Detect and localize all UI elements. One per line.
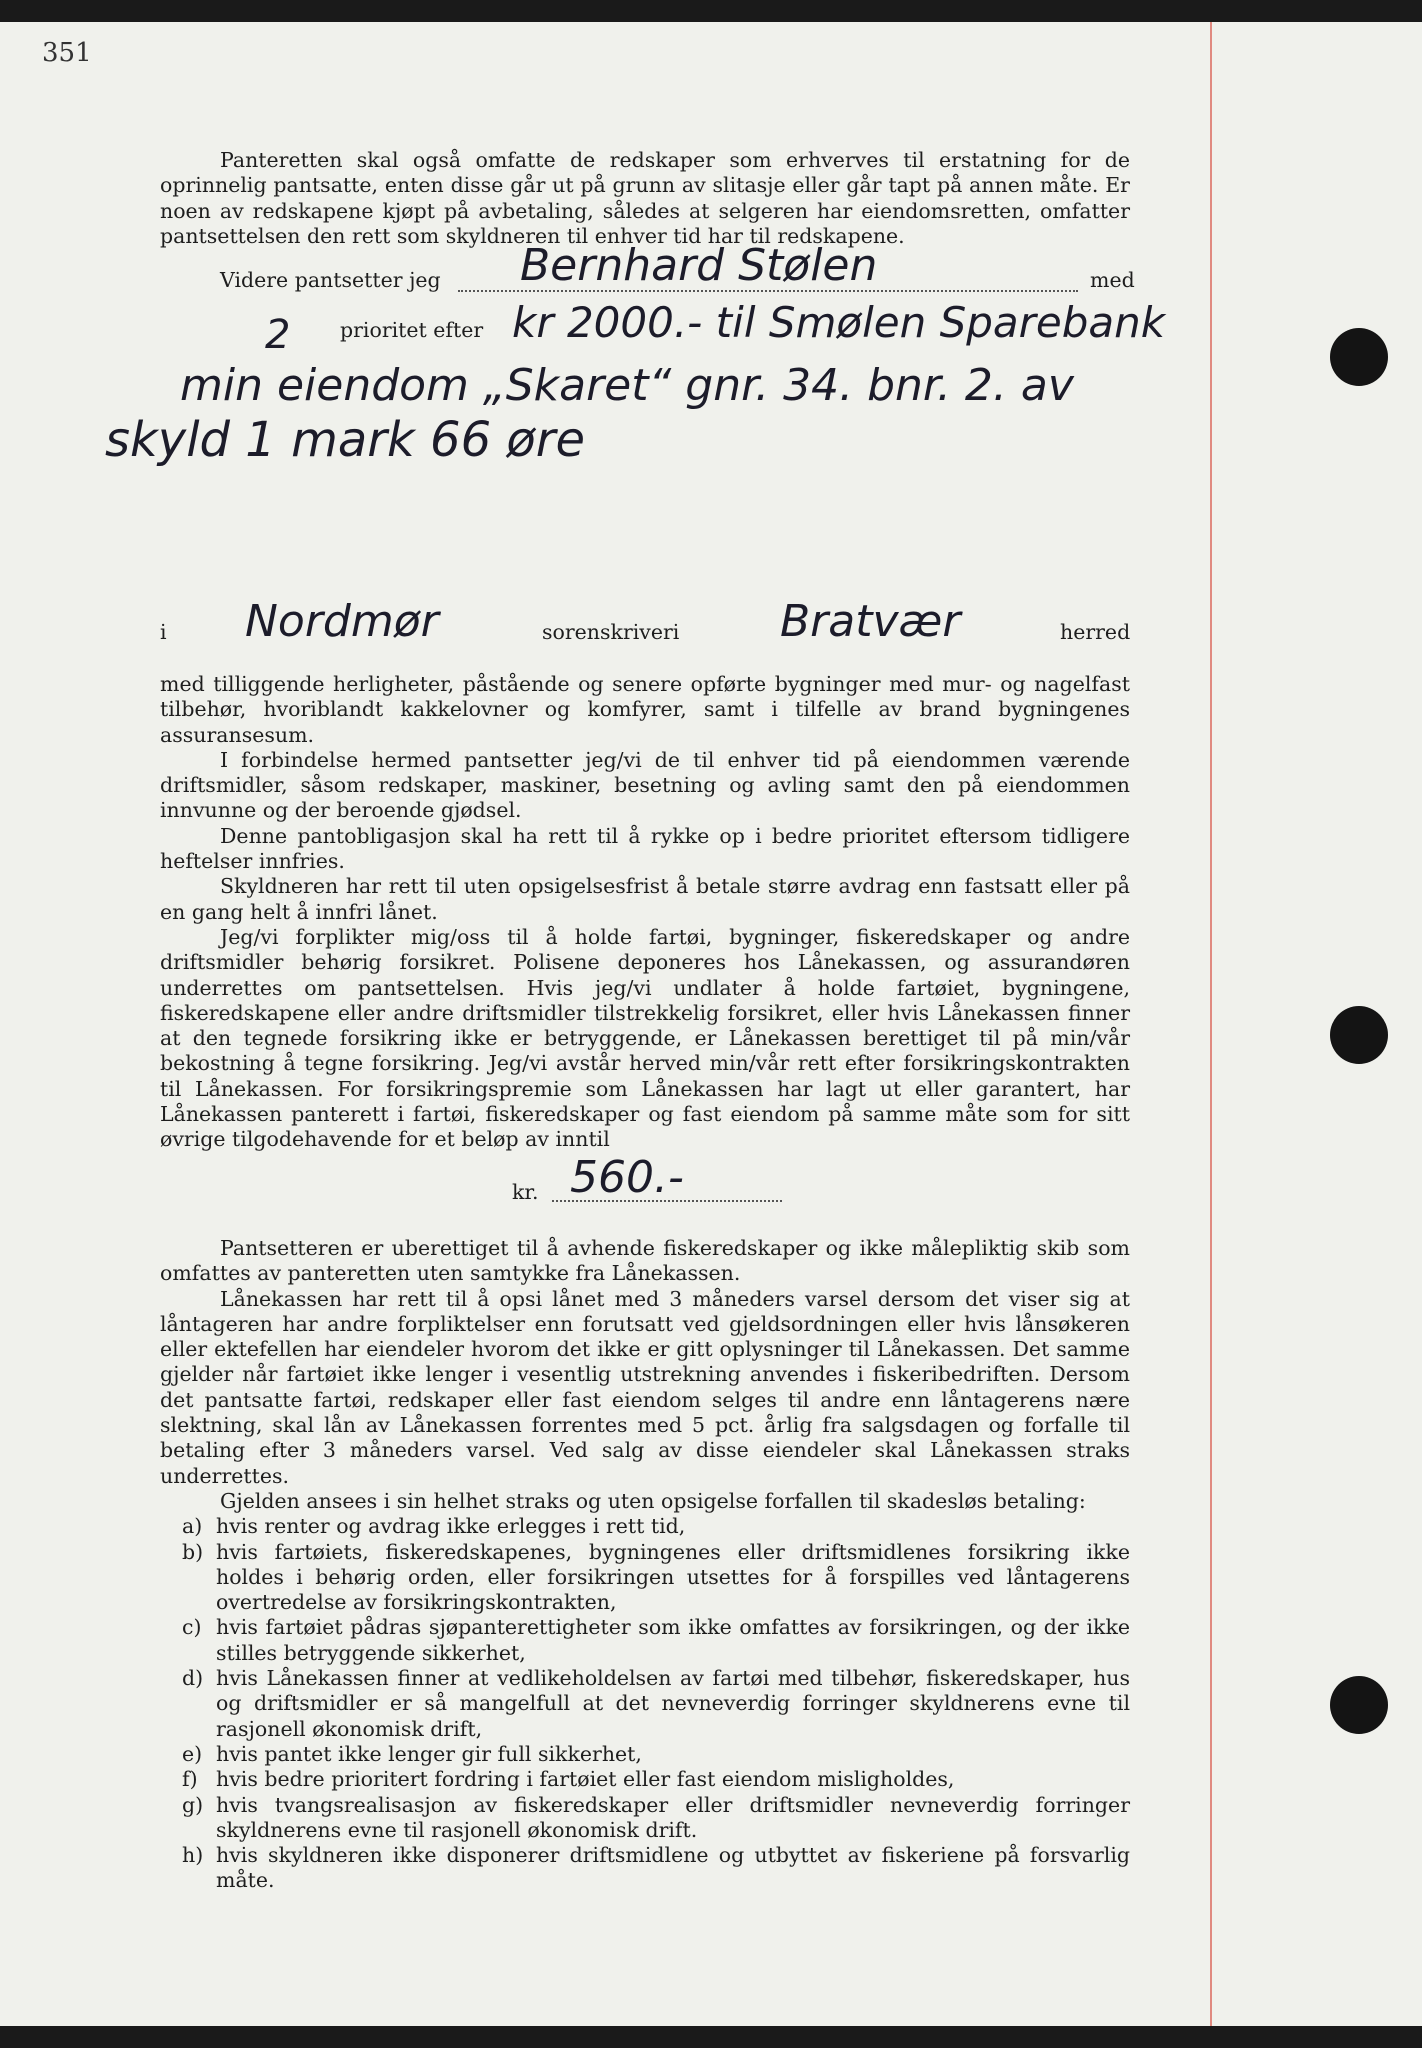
paragraph-insurance: Jeg/vi forplikter mig/oss til å holde fartøi, bygninger, fiskeredskaper og andre driftsmidler behørig forsikret. Polisene deponeres hos Lånekassen, og assurandøren underrettes om pantsettelsen. Hvis jeg/vi undlater å holde fartøiet, bygningene, fiskeredskapene eller andre driftsmidler tilstrekkelig forsikret, eller hvis Lånekassen finner at den tegnede forsikring ikke er betryggende, er Lånekassen berettiget til på min/vår bekostning å tegne forsikring. Jeg/vi avstår herved min/vår rett efter forsikringskontrakten til Lånekassen. For forsikringspremie som Lånekassen har lagt ut eller garantert, har Lånekassen panterett i fartøi, fiskeredskaper og fast eiendom på samme måte som for sitt øvrige tilgodehavende for et beløp av inntil — [160, 924, 1130, 1152]
paragraph-appurtenances: med tilliggende herligheter, påstående og senere opførte bygninger med mur- og nagelfast tilbehør, hvoriblandt kakkelovner og komfyrer, samt i tilfelle av brand bygningenes assuransesum. — [160, 672, 1130, 747]
pledge-prefix: Videre pantsetter jeg — [220, 268, 441, 292]
condition-item: a) hvis renter og avdrag ikke erlegges i rett tid, — [182, 1514, 686, 1539]
paragraph-disposal: Pantsetteren er uberettiget til å avhende fiskeredskaper og ikke målepliktig skib som omfattes av panteretten uten samtykke fra Lånekassen. — [160, 1236, 1130, 1286]
page-number: 351 — [42, 38, 92, 68]
margin-rule — [1210, 22, 1212, 2026]
condition-item: b) hvis fartøiets, fiskeredskapenes, bygningenes eller driftsmidlenes forsikring ikke holdes i behørig orden, eller forsikringen utsettes for å forspilles ved låntagerens overtredelse av forsikringskontrakten, — [182, 1539, 1130, 1615]
intro-paragraph: Panteretten skal også omfatte de redskaper som erhverves til erstatning for de oprinnelig pantsatte, enten disse går ut på grunn av slitasje eller går tapt på annen måte. Er noen av redskapene kjøpt på avbetaling, således at selgeren har eiendomsretten, omfatter pantsettelsen den rett som skyldneren til enhver tid har til redskapene. — [160, 148, 1130, 248]
binder-hole-middle — [1330, 1006, 1388, 1064]
binder-hole-bottom — [1330, 1676, 1388, 1734]
condition-item: g) hvis tvangsrealisasjon av fiskeredskaper eller driftsmidler nevneverdig forringer skyldnerens evne til rasjonell økonomisk drift. — [182, 1792, 1130, 1842]
main-paragraphs-block — [160, 672, 1130, 1153]
priority-number-handwritten: 2 — [265, 312, 291, 358]
priority-label: prioritet efter — [340, 318, 484, 342]
paragraph-termination: Lånekassen har rett til å opsi lånet med 3 måneders varsel dersom det viser sig at låntageren har andre forpliktelser enn forutsatt ved gjeldsordningen eller hvis lånsøkeren eller ektefellen har eiendeler hvorom det ikke er gitt oplysninger til Lånekassen. Det samme gjelder når fartøiet ikke lenger i vesentlig utstrekning anvendes i fiskeribedriften. Dersom det pantsatte fartøi, redskaper eller fast eiendom selges til andre enn låntagerens nære slektning, skal lån av Lånekassen forrentes med 5 pct. årlig fra salgsdagen og forfalle til betaling efter 3 måneders varsel. Ved salg av disse eiendeler skal Lånekassen straks underrettes. — [160, 1286, 1130, 1488]
default-conditions-list — [160, 1514, 1130, 1893]
condition-item: h) hvis skyldneren ikke disponerer driftsmidlene og utbyttet av fiskeriene på forsvarlig måte. — [182, 1843, 1130, 1893]
amount-handwritten: 560.- — [570, 1152, 684, 1203]
district-label: sorenskriveri — [542, 620, 680, 644]
scan-bottom-edge — [0, 2026, 1422, 2048]
terms-block — [160, 1236, 1130, 1894]
paragraph-priority-advance: Denne pantobligasjon skal ha rett til å rykke op i bedre prioritet eftersom tidligere heftelser innfries. — [160, 823, 1130, 874]
paragraph-repayment: Skyldneren har rett til uten opsigelsesfrist å betale større avdrag enn fastsatt eller på en gang helt å innfri lånet. — [160, 874, 1130, 924]
condition-item: e) hvis pantet ikke lenger gir full sikkerhet, — [182, 1741, 642, 1766]
district-prefix: i — [160, 620, 167, 644]
paragraph-operating-assets: I forbindelse hermed pantsetter jeg/vi de til enhver tid på eiendommen værende driftsmidler, såsom redskaper, maskiner, besetning og avling samt den på eiendommen innvunne og der beroende gjødsel. — [160, 747, 1130, 823]
scan-top-edge — [0, 0, 1422, 22]
condition-item: d) hvis Lånekassen finner at vedlikeholdelsen av fartøi med tilbehør, fiskeredskaper, hus og driftsmidler er så mangelfull at det nevneverdig forringer skyldnerens evne til rasjonell økonomisk drift, — [182, 1666, 1130, 1741]
condition-item: c) hvis fartøiet pådras sjøpanterettigheter som ikke omfattes av forsikringen, og der ikke stilles betryggende sikkerhet, — [182, 1615, 1130, 1665]
county-handwritten: Nordmør — [245, 596, 439, 647]
municipality-handwritten: Bratvær — [780, 596, 961, 647]
property-handwritten-line-1: min eiendom „Skaret“ gnr. 34. bnr. 2. av — [180, 360, 1074, 411]
property-handwritten-line-2: skyld 1 mark 66 øre — [105, 412, 585, 468]
district-suffix: herred — [1060, 620, 1131, 644]
paragraph-default-intro: Gjelden ansees i sin helhet straks og uten opsigelse forfallen til skadesløs betaling: — [220, 1488, 1086, 1513]
intro-paragraph-block — [160, 148, 1130, 249]
condition-item: f) hvis bedre prioritert fordring i fartøiet eller fast eiendom misligholdes, — [182, 1767, 955, 1792]
amount-label: kr. — [512, 1180, 539, 1204]
binder-hole-top — [1330, 328, 1388, 386]
priority-handwritten: kr 2000.- til Smølen Sparebank — [512, 298, 1166, 347]
pledger-name-handwritten: Bernhard Stølen — [520, 240, 878, 291]
pledge-suffix: med — [1090, 268, 1135, 292]
